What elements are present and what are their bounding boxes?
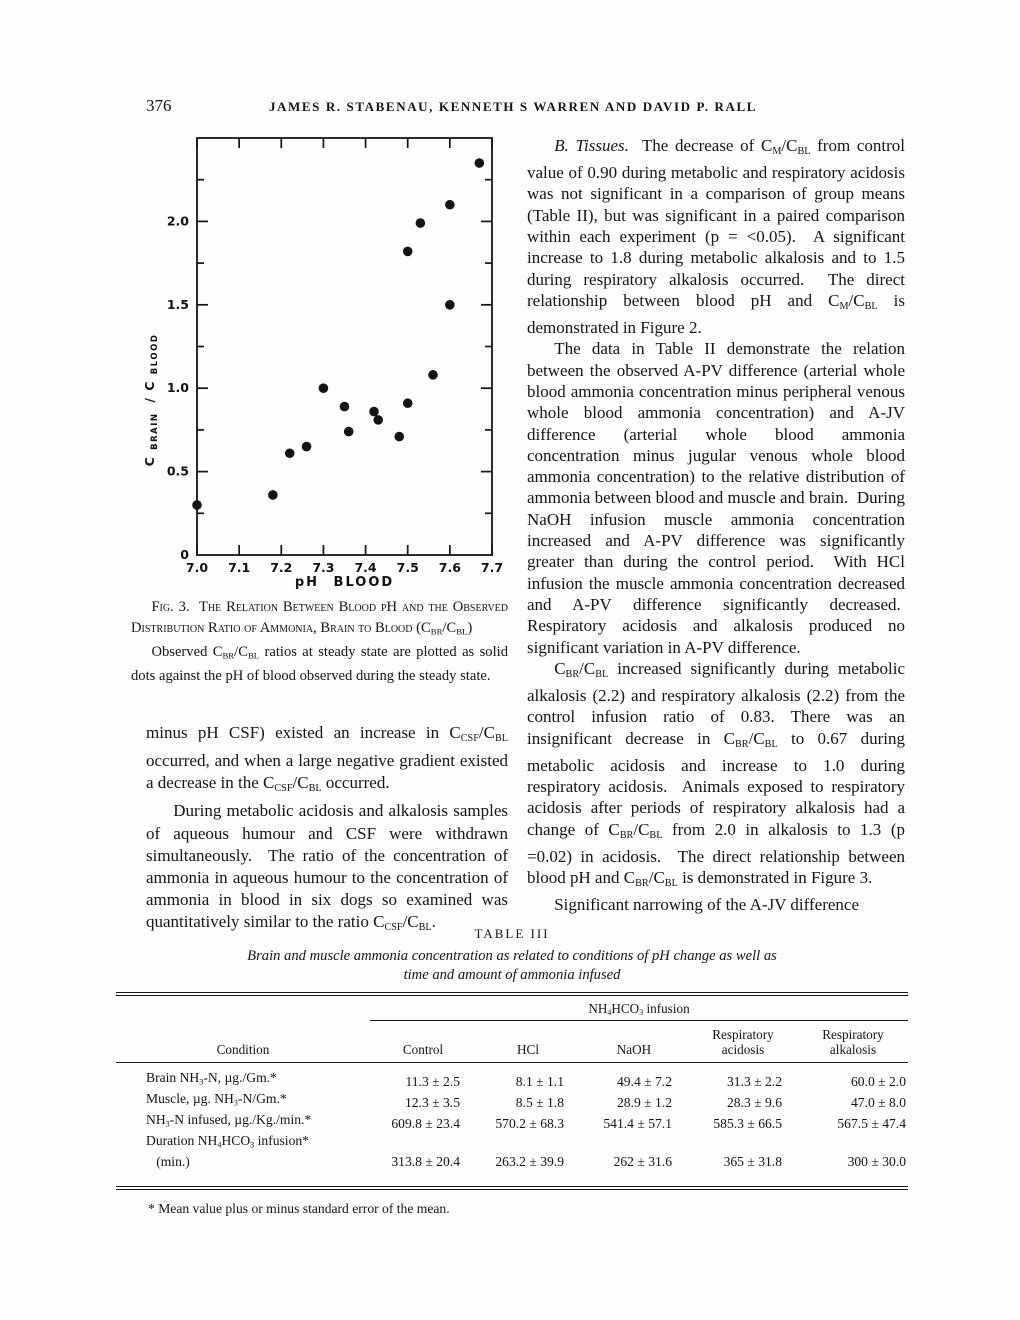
figure-3-scatter-chart	[130, 128, 510, 598]
figure-caption-body: Observed $C_{BR}/C_{BL}$ ratios at steady state are plotted as solid dots against the pH of blood observed during the steady state.	[131, 643, 508, 684]
x-tick-label: 7.3	[312, 560, 335, 575]
data-table	[116, 992, 908, 1190]
table-header-row	[116, 1021, 908, 1063]
table-body	[116, 1063, 908, 1189]
value-cell: 11.3 ± 2.5	[405, 1074, 460, 1090]
data-point	[445, 200, 455, 210]
figure-3-caption	[131, 597, 508, 686]
x-tick-label: 7.1	[228, 560, 251, 575]
data-point	[416, 218, 426, 228]
value-cell: 28.3 ± 9.6	[726, 1095, 782, 1111]
condition-cell: $NH_3-N$ infused, µg./Kg./min.*	[146, 1111, 312, 1129]
table-title: TABLE III	[474, 926, 550, 941]
y-tick-label: 0.5	[166, 463, 189, 479]
data-point	[268, 490, 278, 500]
table-caption-line2: time and amount of ammonia infused	[403, 967, 621, 983]
data-point	[369, 407, 379, 417]
value-cell: 300 ± 30.0	[847, 1153, 907, 1169]
data-point	[373, 415, 383, 425]
data-point	[344, 427, 354, 437]
table-caption-line1: Brain and muscle ammonia concentration as related to conditions of pH change as well as	[247, 948, 777, 964]
column-header: Control	[370, 1021, 476, 1063]
data-point	[475, 158, 485, 168]
value-cell: 570.2 ± 68.3	[495, 1116, 564, 1132]
table-row	[116, 1063, 908, 1091]
x-tick-label: 7.4	[354, 560, 377, 575]
paragraph: $C_{BR}/C_{BL}$ increased significantly during metabolic alkalosis (2.2) and respiratory alkalosis (2.2) from the control infusion ratio of 0.83. There was an insignificant decrease in $C_{BR}/C_{BL}$ to 0.67 during metabolic acidosis and increase to 1.0 during respiratory acidosis. Animals exposed to respiratory acidosis after periods of respiratory alkalosis had a change of $C_{BR}/C_{BL}$ from 2.0 in alkalosis to 1.3 (p =0.02) in acidosis. The direct relationship between blood pH and $C_{BR}/C_{BL}$ is demonstrated in Figure 3.	[527, 658, 905, 889]
y-axis-label: C $_{BRAIN}$ / C $_{BLOOD}$	[142, 333, 160, 467]
x-tick-label: 7.7	[480, 560, 504, 575]
paragraph: minus pH CSF) existed an increase in $C_{CSF}/C_{BL}$ occurred, and when a large negative gradient existed a decrease in the $C_{CSF}/C_{BL}$ occurred.	[146, 723, 508, 795]
data-point	[403, 247, 413, 257]
condition-cell: Brain $NH_3-N$, µg./Gm.*	[146, 1070, 277, 1087]
left-column	[146, 722, 508, 939]
value-cell: 365 ± 31.8	[723, 1153, 782, 1169]
data-point	[428, 370, 438, 380]
table-spacer-cell	[116, 994, 370, 1021]
table-group-header: $NH_4HCO_3$ infusion	[370, 994, 908, 1021]
value-cell: 8.5 ± 1.8	[515, 1095, 564, 1111]
value-cell: 263.2 ± 39.9	[495, 1153, 564, 1169]
right-column	[527, 135, 905, 915]
y-tick-label: 2.0	[166, 213, 189, 229]
data-point	[394, 432, 404, 442]
y-tick-label: 1.0	[166, 380, 189, 396]
page-number: 376	[146, 96, 172, 115]
x-tick-label: 7.0	[185, 560, 209, 575]
data-point	[445, 300, 455, 310]
table-caption	[116, 947, 908, 985]
condition-cell: Muscle, µg. $NH_3-N/Gm.*$	[146, 1091, 287, 1108]
data-point	[285, 448, 295, 458]
value-cell: 31.3 ± 2.2	[726, 1074, 782, 1090]
table-group-header-row	[116, 994, 908, 1021]
paragraph: Significant narrowing of the A-JV difference	[554, 895, 860, 915]
value-cell: 541.4 ± 57.1	[603, 1116, 672, 1132]
paragraph: The data in Table II demonstrate the relation between the observed A-PV difference (arterial whole blood ammonia concentration minus peripheral venous whole blood ammonia concentration) and A-JV difference (arterial whole blood ammonia concentration minus jugular venous whole blood ammonia concentration) to the relative distribution of ammonia between blood and muscle and brain. During NaOH infusion muscle ammonia concentration increased and A-PV difference was significantly greater than during the control period. With HCl infusion the muscle ammonia concentration decreased and A-PV difference significantly decreased. Respiratory acidosis and alkalosis produced no significant variation in A-PV difference.	[527, 339, 905, 657]
x-tick-label: 7.5	[396, 560, 419, 575]
column-header: Respiratory acidosis	[688, 1021, 798, 1063]
data-point	[403, 398, 413, 408]
table-footnote: * Mean value plus or minus standard error of the mean.	[148, 1201, 450, 1217]
y-tick-label: 1.5	[166, 296, 189, 312]
value-cell: 567.5 ± 47.4	[837, 1116, 907, 1132]
paragraph: B. Tissues. The decrease of $C_M/C_{BL}$ from control value of 0.90 during metabolic and respiratory acidosis was not significant in a comparison of group means (Table II), but was significant in a paired comparison within each experiment (p = <0.05). A significant increase to 1.8 during metabolic alkalosis and to 1.5 during respiratory alkalosis occurred. The direct relationship between blood pH and $C_M/C_{BL}$ is demonstrated in Figure 2.	[527, 136, 906, 338]
value-cell: 585.3 ± 66.5	[713, 1116, 782, 1132]
figure-caption-head: Fig. 3. The Relation Between Blood pH and the Observed Distribution Ratio of Ammonia, Brain to Blood $(C_{BR}/C_{BL})$	[131, 599, 508, 637]
column-header: Respiratory alkalosis	[798, 1021, 908, 1063]
running-head: JAMES R. STABENAU, KENNETH S WARREN AND DAVID P. RALL	[268, 99, 758, 114]
column-header: Condition	[116, 1021, 370, 1063]
data-point	[340, 402, 350, 412]
table-row	[116, 1112, 908, 1133]
value-cell: 12.3 ± 3.5	[404, 1095, 460, 1111]
table-3	[116, 926, 908, 1217]
value-cell: 28.9 ± 1.2	[616, 1095, 672, 1111]
column-header: NaOH	[580, 1021, 688, 1063]
origin-label: 0	[180, 547, 189, 562]
value-cell: 49.4 ± 7.2	[616, 1074, 672, 1090]
value-cell: 262 ± 31.6	[613, 1153, 672, 1169]
data-point	[192, 500, 202, 510]
value-cell: 609.8 ± 23.4	[391, 1116, 460, 1132]
condition-cell: Duration $NH_4HCO_3$ infusion* (min.)	[146, 1132, 309, 1169]
value-cell: 47.0 ± 8.0	[850, 1095, 907, 1111]
x-axis-label: pH BLOOD	[294, 575, 395, 590]
value-cell: 60.0 ± 2.0	[850, 1074, 907, 1090]
column-header: HCl	[476, 1021, 580, 1063]
data-point	[302, 442, 312, 452]
data-point	[319, 383, 329, 393]
table-row	[116, 1133, 908, 1188]
paragraph: During metabolic acidosis and alkalosis samples of aqueous humour and CSF were withdrawn simultaneously. The ratio of the concentration of ammonia in aqueous humour to the concentration of ammonia in blood in six dogs so examined was quantitatively similar to the ratio $C_{CSF}/C_{BL}$.	[146, 801, 508, 934]
value-cell: 8.1 ± 1.1	[515, 1074, 564, 1090]
table-row	[116, 1091, 908, 1112]
x-tick-label: 7.2	[270, 560, 293, 575]
value-cell: 313.8 ± 20.4	[391, 1153, 460, 1169]
x-tick-label: 7.6	[438, 560, 461, 575]
